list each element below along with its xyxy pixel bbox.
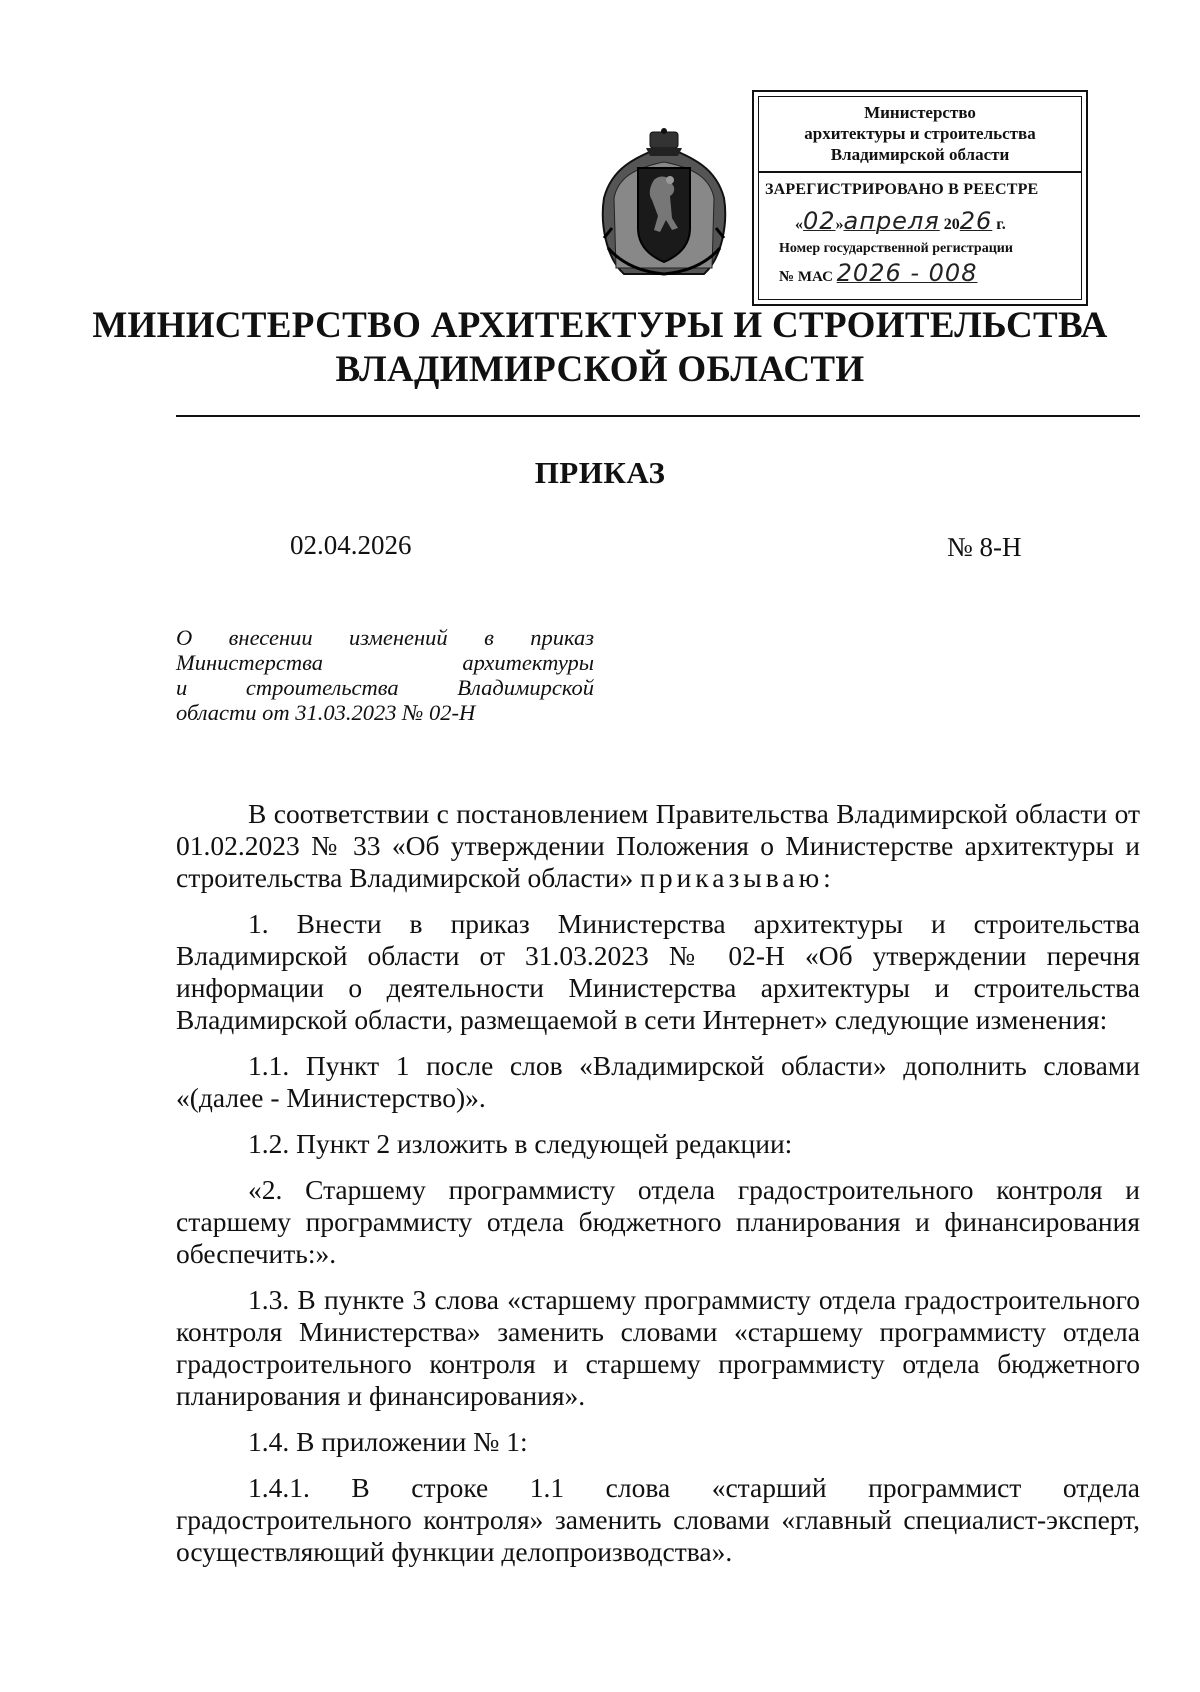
stamp-registered-label: ЗАРЕГИСТРИРОВАНО В РЕЕСТРЕ xyxy=(765,181,1039,198)
stamp-mac-number: 2026 - 008 xyxy=(836,259,978,287)
clause-1-4-1: 1.4.1. В строке 1.1 слова «старший программист отдела градостроительного контроля» заменить словами «главный специалист-эксперт, осуществляющий функции делопроизводства». xyxy=(176,1472,1140,1567)
stamp-org-line: Министерство xyxy=(864,103,976,122)
subject-line: О внесении изменений в приказ xyxy=(176,625,594,650)
stamp-date-day: 02 xyxy=(803,207,836,235)
stamp-mac-prefix: № МАС xyxy=(779,269,833,285)
stamp-org-line: Владимирской области xyxy=(830,145,1010,164)
registration-stamp xyxy=(752,90,1088,306)
clause-1-2: 1.2. Пункт 2 изложить в следующей редакции: xyxy=(248,1128,793,1159)
ministry-line-2: ВЛАДИМИРСКОЙ ОБЛАСТИ xyxy=(335,349,865,390)
stamp-date-year-suffix: 26 xyxy=(959,207,993,235)
stamp-date: «02»апреля 2026 г. xyxy=(795,207,1006,235)
coat-of-arms-icon xyxy=(594,128,734,278)
stamp-date-g: г. xyxy=(996,216,1006,233)
order-subject xyxy=(176,625,594,725)
preamble-text: В соответствии с постановлением Правительства Владимирской области от 01.02.2023 № 33 «Об утверждении Положения о Министерстве архитектуры и строительства Владимирской области» xyxy=(176,798,1140,893)
subject-line: Министерства архитектуры xyxy=(176,650,594,675)
ministry-heading xyxy=(0,304,1200,392)
stamp-reg-number-label: Номер государственной регистрации xyxy=(779,241,1013,256)
order-title: ПРИКАЗ xyxy=(534,455,666,490)
clause-1-1: 1.1. Пункт 1 после слов «Владимирской области» дополнить словами «(далее - Министерство)». xyxy=(176,1050,1140,1113)
subject-line: области от 31.03.2023 № 02-Н xyxy=(176,700,476,725)
header-divider xyxy=(176,415,1140,417)
stamp-mac xyxy=(759,257,1081,287)
order-number: № 8-Н xyxy=(947,532,1022,562)
clause-1-4: 1.4. В приложении № 1: xyxy=(248,1426,528,1457)
order-date: 02.04.2026 xyxy=(290,530,412,560)
clause-1-3: 1.3. В пункте 3 слова «старшему программисту отдела градостроительного контроля Министерства» заменить словами «старшему программисту отдела градостроительного контроля и старшему программисту отдела бюджетного планирования и финансирования». xyxy=(176,1284,1140,1411)
preamble-paragraph xyxy=(176,798,1140,894)
stamp-organization xyxy=(759,97,1081,173)
subject-line: и строительства Владимирской xyxy=(176,675,594,700)
stamp-org-line: архитектуры и строительства xyxy=(804,124,1036,143)
preamble-action: приказываю: xyxy=(640,862,835,893)
stamp-date-month: апреля xyxy=(843,207,940,235)
ministry-line-1: МИНИСТЕРСТВО АРХИТЕКТУРЫ И СТРОИТЕЛЬСТВА xyxy=(92,305,1108,346)
stamp-inner-frame xyxy=(758,96,1082,300)
clause-1: 1. Внести в приказ Министерства архитектуры и строительства Владимирской области от 31.03.2023 № 02-Н «Об утверждении перечня информации о деятельности Министерства архитектуры и строительства Владимирской области, размещаемой в сети Интернет» следующие изменения: xyxy=(176,908,1140,1035)
clause-1-2-text: «2. Старшему программисту отдела градостроительного контроля и старшему программисту отдела бюджетного планирования и финансирования обеспечить:». xyxy=(176,1174,1140,1269)
stamp-date-year-prefix: 20 xyxy=(943,216,960,233)
order-body xyxy=(176,798,1140,1582)
